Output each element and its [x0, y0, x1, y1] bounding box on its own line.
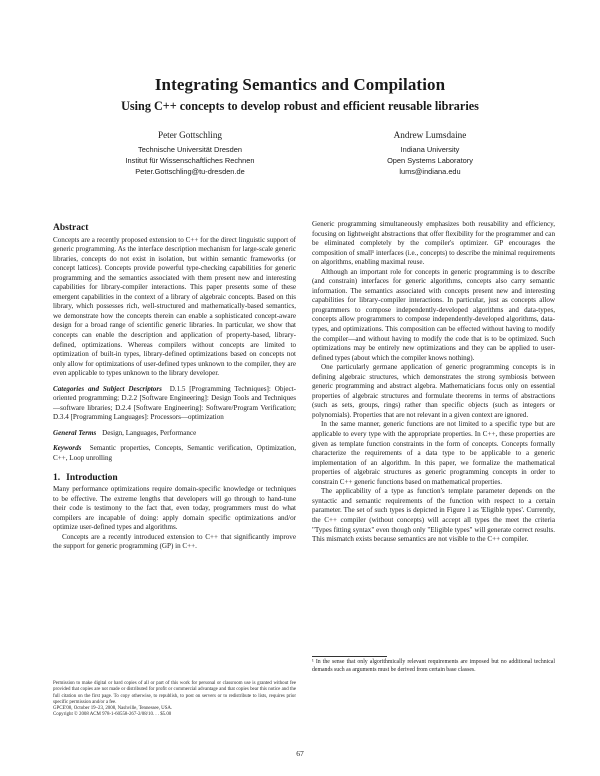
- body-paragraph: The applicability of a type as function's template parameter depends on the syntactic and semantic requirements of the function with respect to a certain parameter. The set of such types is depicted in Figure 1 as 'Eligible types'. Currently, the C++ compiler (without concepts) will accept all types the meet the criteria "Types fitting syntax" even though only "Eligible types" will generate correct results. This mismatch exists because semantics are not visible to the C++ compiler.: [312, 487, 555, 544]
- categories-heading: Categories and Subject Descriptors: [53, 384, 162, 393]
- author-affiliation: Open Systems Laboratory: [387, 156, 473, 166]
- body-paragraph: Although an important role for concepts in generic programming is to describe (and constrain) interfaces for generic algorithms, concepts also carry semantic information. The semantics associated with concepts present new and interesting capabilities for library-compiler interactions. In particular, just as concepts allow programmers to compose independently-developed algorithms and data-types, concepts allow programmers to compose independently-developed algorithms, data-types, and optimizations. This composition can be effected without having to modify the compiler—and without having to modify the code that is to be optimized. Such optimizations may be entirely new optimizations and they can be applied to user-defined types (about which the compiler knows nothing).: [312, 267, 555, 362]
- author-email: Peter.Gottschling@tu-dresden.de: [135, 167, 245, 177]
- body-paragraph: One particularly germane application of generic programming concepts is in defining algebraic structures, which demonstrates the strong symbiosis between generic programming and abstract algebra. Mathematicians focus only on essential properties of algebraic structures and formulate theorems in terms of abstractions (such as sets, groups, rings) rather than specific objects (such as integers or polynomials). Properties that are not relevant in a given context are ignored.: [312, 363, 555, 419]
- left-column: [53, 224, 296, 552]
- page-number: 67: [296, 749, 304, 758]
- categories-text: D.1.5 [Programming Techniques]: Object-oriented programming; D.2.2 [Software Engineering]: Design Tools and Techniques—software libraries; D.2.4 [Software Engineering]: Software/Program Verification; D.3.4 [Programming Languages]: Processors—optimization: [53, 384, 296, 422]
- venue-line: GPCE'08, October 19–23, 2008, Nashville, Tennessee, USA.: [53, 706, 173, 712]
- footnote: ¹ In the sense that only algorithmically relevant requirements are imposed but no additional technical demands such as arguments must be derived from certain base classes.: [312, 659, 555, 673]
- terms-paragraph: [53, 429, 296, 439]
- author-block-2: [340, 129, 520, 178]
- body-paragraph: In the same manner, generic functions are not limited to a specific type but are applicable to every type with the appropriate properties. In C++, these properties are given as template function constraints in the form of concepts. Concepts formally characterize the requirements of a data type to be applicable to a generic implementation of an algorithm. In this paper, we formalize the mathematical properties of algebraic structures as generic programming concepts in order to constrain C++ generic functions based on mathematical properties.: [312, 420, 555, 486]
- author-affiliation: Institut für Wissenschaftliches Rechnen: [125, 156, 255, 166]
- author-name: Andrew Lumsdaine: [393, 130, 467, 140]
- section-title: Introduction: [66, 472, 118, 483]
- permission-text: Permission to make digital or hard copies of all or part of this work for personal or classroom use is granted without fee provided that copies are not made or distributed for profit or commercial advantage and that copies bear this notice and the full citation on the first page. To copy otherwise, to republish, to post on servers or to redistribute to lists, requires prior specific permission and/or a fee.: [53, 681, 296, 705]
- keywords-paragraph: [53, 444, 296, 463]
- section-number: 1.: [53, 472, 61, 483]
- author-email: lums@indiana.edu: [399, 167, 461, 177]
- terms-text: Design, Languages, Performance: [102, 428, 197, 437]
- footnote-rule: [312, 656, 387, 657]
- categories-paragraph: [53, 385, 296, 423]
- author-block-1: [90, 129, 290, 178]
- copyright-line: Copyright © 2008 ACM 978-1-60558-267-2/08/10. . . $5.00: [53, 712, 172, 718]
- body-paragraph: Generic programming simultaneously emphasizes both reusability and efficiency, focusing on lightweight abstractions that offer flexibility for the programmer and can be eliminated completely by the compiler's optimizer. GP encourages the composition of small¹ interfaces (i.e., concepts) to describe the minimal requirements on algorithms, enabling maximal reuse.: [312, 220, 555, 267]
- abstract-heading: Abstract: [53, 223, 89, 233]
- keywords-text: Semantic properties, Concepts, Semantic verification, Optimization, C++, Loop unrolling: [53, 444, 296, 463]
- right-column: [312, 220, 555, 545]
- paper-subtitle: Using C++ concepts to develop robust and efficient reusable libraries: [121, 99, 479, 113]
- author-name: Peter Gottschling: [157, 130, 223, 140]
- author-affiliation: Indiana University: [400, 145, 460, 154]
- keywords-heading: Keywords: [53, 444, 82, 453]
- paper-title: Integrating Semantics and Compilation: [154, 75, 446, 94]
- section-heading-introduction: [53, 474, 296, 484]
- abstract-text: Concepts are a recently proposed extension to C++ for the direct linguistic support of generic programming. As the interface description mechanism for large-scale generic libraries, concepts do not exist in isolation, but within semantic frameworks (or concept lattices). Concepts provide powerful type-checking capabilities for generic programming and the semantics associated with them present new and interesting capabilities for library-compiler interactions. This paper presents some of these emergent capabilities in the context of a library of algebraic concepts. Based on this library, which possesses rich, well-structured and mathematically-based semantics, we demonstrate how the concepts therein can enable a sophisticated concept-aware design for a broad range of scientific generic libraries. In particular, we show that concepts can enable the description and application of property-based, library-defined, optimizations. Whereas compilers without concepts are limited to optimization of built-in types, library-defined optimizations based on concepts not only allow for optimizations of user-defined types unknown to the compiler, they are even applicable to types unknown to the library developer.: [53, 235, 296, 378]
- terms-heading: General Terms: [53, 428, 97, 437]
- intro-paragraph-2: Concepts are a recently introduced extension to C++ that significantly improve the support for generic programming (GP) in C++.: [53, 532, 296, 551]
- intro-paragraph-1: Many performance optimizations require domain-specific knowledge or techniques to be effective. The extreme lengths that developers will go through to hand-tune their code is testimony to the fact that, even today, programmers must do what compilers are incapable of doing: apply domain specific optimizations and/or optimize user-defined types and algorithms.: [53, 485, 296, 532]
- author-affiliation: Technische Universität Dresden: [138, 145, 242, 154]
- permission-notice: [53, 681, 296, 719]
